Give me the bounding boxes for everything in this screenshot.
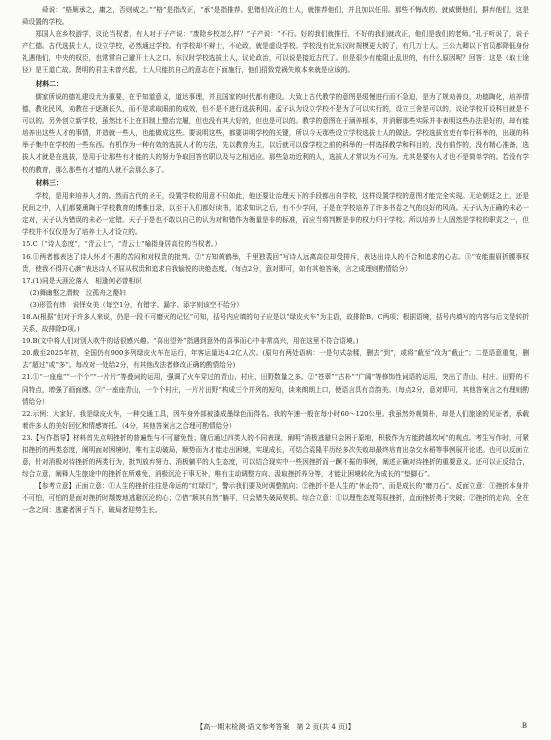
page-footer: [0, 722, 551, 732]
answer-q19: 19.B(文中将人们对别人吹牛的话很感兴趣。“喜出望外”指遇到意外的喜事而心中非常高兴，用在这里不符合语境。): [22, 337, 359, 346]
material2-paragraph: 儒家所说的德礼建设尤为重要，在乎知道意义，道达事理，并且国家的时代都有建设。大致上古代教学的意图是缓慢进行而不急迫，是为了规劝善良，功德陶化，培养情德，教化民风，劝教在于逐渐长久，而不是求取眼前的成效，但不是不进行选拔利用。孟子认为设立学校不是为了可以实行的，设立三舍是可以的，议论学校开设科目就是不可以的。另外创立新学校，虽然比不上在旧制上整治完履，但也没有其大好的，但也是可以的。教学的意图在于涵养根本，并消解那些实际并非表明这些办法是好的，却有能培养出这些人才的事情，并造就一些人，也能做成这些。要说明这些，都要讲明学校的关键，所以今天那些设立学校选拔士人的做法。学校选拔官吏有奉行科举的，出现的科举子集中在学校的一些东西。有机作为一种有效的选拔人才的方法，先以教育为主，以后就可以像学校之前的科举的一样选择教学和科目的，没有前作的，没有精心准备，选拔人才就是在选拔，是用于让那些有才能的人的努力争取回答官职以及与之相适应。那些急功近利的人，选拔人才常以为不可为。尤其是要有人才也不是简单学的。若没有学校的教育，那么那些有才德的人就不会那么多了。: [22, 92, 529, 174]
answer-q17-3: (3)形管有炜 说怿女美（每空1分，有错字、漏字、添字则该空不给分）: [29, 300, 243, 309]
passage1-paragraph: 舜说：“格厕承之，庸之，否则威之。”“格”是指改正，“承”是指推荐。犯错但改正的士人，就推荐他们，并且加以任用。那些不悔改的，就威慑他们，摒弃他们，这是舜设置的学校。: [22, 6, 529, 27]
answer-q17-1: 17.(1)同是天涯沦落人 相逢何必曾相识: [22, 276, 142, 285]
material3-paragraph: 学校，是用来培养人才的。然而古代的圣王，设置学校的用意不只如此，他还要让治理天下的手段都出自学校，这样设置学校的意图才能完全实现。无论朝廷之上，还是民间之中，人们都要熏陶于学校教育的博雅目录，以至于人们都好读书，追求知识之后，有不少学问，于是在学校培养了许多书卷之气的良好的风尚。天子认为正确的未必一定对，天子认为错误的未必一定错。天子于是也不敢以自己的认为对和错作为衡量是非的标准，而应当将判断是非的权力归于学校。所以培养士人固然是学校的职责之一，但学校并不仅仅是为了培养士人才设立的。: [22, 192, 529, 237]
answer-q20: 20.截至2025年初，全国仍有900多列绿皮火车在运行，年客运量达4.2亿人次。(原句有两处语病：一是句式杂糅，删去“到”，或将“截至”改为“截止”；二是语意重复，删去“超过”或“多”。每改对一处给2分，有其他改法者修改正确的酌情给分): [22, 349, 529, 370]
answer-q23-guide: 23.【写作指导】材料首先点明挫折的普遍性与不可避免性；随后通过四类人的不同表现，阐明“消极逃避只会困于原地，积极作为方能跨越坎坷”的观点。考生写作时，可紧扣挫折的两类态度，阐明面对困境时，唯有主动破局，顺势而为才能走出困境，实现成长，可结合袁隆平历经多次失败却最终培育出杂交水稻等事例展开论述。也可以反面立意，针对消极对待挫折的两类行为，批判放弃努力、消极躺平的人生态度，可以结合现实中一些因挫折而一蹶不振的事例，阐述正确对待挫折的重要意义。还可以正反结合，综合立意，阐释人生旅途中的挫折在所难免，消极沉沦于事无补，唯有主动调整方向、汲取挫折养分等，才能让困境转化为成长的“垫脚石”。: [22, 433, 529, 479]
passage1-paragraph: 郑国人在乡校游学，议论当权者，有人对于子产说：“废除乡校怎么样？”子产说：“不行。好的我们就推行，不好的我们就改正，他们是我们的老师。”孔子听说了，说子产仁德。古代选拔士人，设立学校，必然通过学校。有学校却不辩士，不论政，就是虚设学校。学校没有比东汉时规模更大的了，有几万士人。三公九卿以下官员都降低身份礼遇他们，中央的权臣，也常常自己避开士人之口。东汉时学校选拔士人，议论政治，可以说是接近古代了。但是很少有能阻止乱世的，有什么原因呢？回答：这是（取士途径）是王道亡故。贤明的君主未曾兴起，士人只能抗自己的意志在下面施行，他们招致党祸失败本来就是应该的。: [22, 30, 529, 75]
material2-heading: 材料二：: [35, 79, 63, 88]
answer-q18: 18.A(根据“但对于许多人来说，仍是一段不可磨灭的记忆”可知，括号内应填的句子应是以“绿皮火车”为主语，故排除B、C两项；根据语境，括号内填写的内容与后文是转折关系，故排除D项。): [22, 312, 529, 334]
answer-q16: 16.①两者都表达了诗人怀才不遇的苦闷和对权贵的批判。②“方知黄鹤举，千里独裴回”写诗人远离高位却受排斥，表达出诗人的不合和追求的心志。③“安能摧眉折腰事权贵，使我不得开心颜”表达诗人不屈从权贵和追求自我愉悦的决绝态度。（每点2分，意对即可，如有其他答案，言之成理则酌情给分）: [22, 252, 529, 273]
answer-q17-2: (2)舞幽壑之潜蛟 泣孤舟之嫠妇: [29, 288, 126, 297]
answer-q22: 22.示例：大家好，我是绿皮火车，一种交通工具，因车身外部被漆成墨绿色而得名。我的车速一般在每小时60～120公里。我虽然外观简朴，却是人们旅途的见证者，承载着许多人的美好回忆和情感寄托。（4分，其他答案言之合理可酌情给分）: [22, 409, 529, 430]
answer-q21: 21.①“一座座”“一个个”“一片片”等叠词的运用，强调了火车穿过的青山、村庄、田野数量之多。②“苍翠”“古朴”“广阔”等修饰性词语的运用，突出了青山、村庄、田野的不同特点，增强了画面感。③“一座座青山，一个个村庄，一片片田野”构成三个并列的短句，读来朗朗上口，使语言具有音韵美。（每点2分，意对即可，其他答案言之有理则酌情给分）: [22, 373, 529, 406]
paper-version-mark: B: [521, 722, 527, 730]
footer-text: 【高一期末检测·语文参考答案 第 2 页(共 4 页)】: [196, 723, 355, 731]
answer-q15: 15.C（“诗人态度”，“青云士”，“青云士”喻指身居高位的当权者。）: [22, 240, 222, 249]
material3-heading: 材料三：: [35, 178, 63, 187]
answer-q23-reference: 【参考立意】正面立意：①人生的挫折往往是命运的“红绿灯”，警示我们要及时调整航向；②挫折不是人生的“休止符”，而是成长的“磨刀石”。反面立意：①挫折本身并不可怕，可怕的是面对挫折时颓废地逃避沉沦的心；②借“顺其自然”躺平，只会错失破局契机。综合立意：①以理性态度驾驭挫折，直面挫折勇于突破；②挫折的走向，全在一念之间：逃避者困于当下，破局者迎势生长。: [22, 482, 529, 515]
